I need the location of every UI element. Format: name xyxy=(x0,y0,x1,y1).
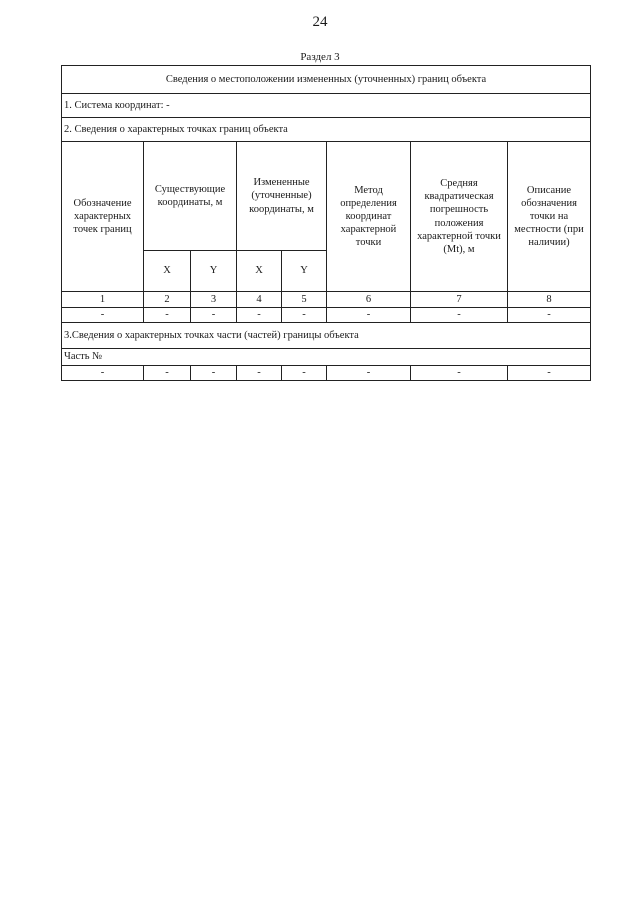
boundary-points-table xyxy=(61,65,591,381)
column-number: 7 xyxy=(411,292,508,308)
table-cell: - xyxy=(282,308,327,323)
part-label-row: Часть № xyxy=(62,349,591,366)
table-cell: - xyxy=(62,366,144,381)
subheader-existing-x: X xyxy=(144,251,191,292)
subheader-existing-y: Y xyxy=(191,251,237,292)
table-cell: - xyxy=(411,308,508,323)
column-number: 5 xyxy=(282,292,327,308)
header-description: Описание обозначения точки на местности (при наличии) xyxy=(508,142,591,292)
table-cell: - xyxy=(191,366,237,381)
table-cell: - xyxy=(282,366,327,381)
points-heading-row: 2. Сведения о характерных точках границ объекта xyxy=(62,118,591,142)
page-number: 24 xyxy=(312,14,328,30)
table-cell: - xyxy=(327,308,411,323)
column-number: 8 xyxy=(508,292,591,308)
header-designation: Обозначение характерных точек границ xyxy=(62,142,144,292)
table-cell: - xyxy=(327,366,411,381)
table-cell: - xyxy=(191,308,237,323)
column-number: 1 xyxy=(62,292,144,308)
header-error: Средняя квадратическая погрешность положения характерной точки (Mt), м xyxy=(411,142,508,292)
section-title: Раздел 3 xyxy=(300,51,340,63)
column-numbers-row xyxy=(62,292,591,308)
table-cell: - xyxy=(144,366,191,381)
table-cell: - xyxy=(508,366,591,381)
table-cell: - xyxy=(237,366,282,381)
header-existing-coords: Существующие координаты, м xyxy=(144,142,237,251)
table-cell: - xyxy=(62,308,144,323)
subheader-changed-x: X xyxy=(237,251,282,292)
table-title: Сведения о местоположении измененных (уточненных) границ объекта xyxy=(62,66,591,94)
table-row xyxy=(62,308,591,323)
table-cell: - xyxy=(411,366,508,381)
coord-system-row: 1. Система координат: - xyxy=(62,94,591,118)
header-changed-coords: Измененные (уточненные) координаты, м xyxy=(237,142,327,251)
header-method: Метод определения координат характерной точки xyxy=(327,142,411,292)
column-number: 6 xyxy=(327,292,411,308)
part-heading-row: 3.Сведения о характерных точках части (частей) границы объекта xyxy=(62,323,591,349)
column-number: 2 xyxy=(144,292,191,308)
table-cell: - xyxy=(508,308,591,323)
table-cell: - xyxy=(144,308,191,323)
table-row xyxy=(62,366,591,381)
column-number: 3 xyxy=(191,292,237,308)
column-number: 4 xyxy=(237,292,282,308)
subheader-changed-y: Y xyxy=(282,251,327,292)
table-cell: - xyxy=(237,308,282,323)
